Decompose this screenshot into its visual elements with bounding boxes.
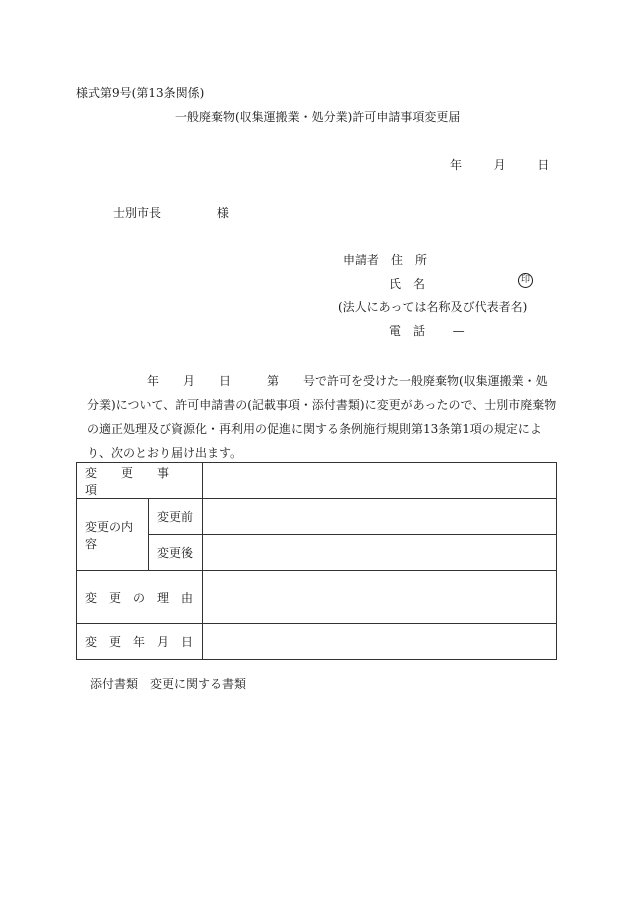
document-title: 一般廃棄物(収集運搬業・処分業)許可申請事項変更届 (175, 110, 461, 124)
body-rest: 業)について、許可申請書の(記載事項・添付書類)に変更があったので、士別市廃棄物の適正処理及び資源化・再利用の促進に関する条例施行規則第13条第1項の規定により、次のとおり届け出ます。 (87, 398, 557, 460)
label-after: 変更後 (149, 535, 203, 571)
phone-label (389, 322, 465, 339)
label-change-contents: 変更の内容 (77, 499, 149, 571)
corporation-note: (法人にあっては名称及び代表者名) (338, 300, 528, 314)
row-reason (77, 571, 557, 624)
attachments-note: 添付書類 変更に関する書類 (90, 677, 247, 691)
change-table (76, 462, 557, 660)
applicant-address-label: 申請者 住 所 (343, 253, 428, 267)
date-year: 年 (450, 158, 463, 172)
date-month: 月 (493, 158, 506, 172)
label-change-date: 変 更 年 月 日 (77, 624, 203, 660)
body-text (87, 369, 557, 465)
applicant-name-label: 氏 名 (389, 277, 426, 291)
row-change-date (77, 624, 557, 660)
addressee (113, 204, 229, 221)
row-before (77, 499, 557, 535)
label-change-matters: 変 更 事 項 (77, 463, 203, 499)
phone-label-text: 電 話 (389, 324, 426, 338)
addressee-honorific: 様 (216, 206, 229, 220)
body-date-part: 年 月 日 第 号で許可を受けた一般廃棄物(収集運搬業・処分 (87, 374, 548, 412)
value-after[interactable] (203, 535, 557, 571)
label-reason: 変 更 の 理 由 (77, 571, 203, 624)
phone-dash: — (452, 324, 465, 338)
value-change-matters[interactable] (203, 463, 557, 499)
value-reason[interactable] (203, 571, 557, 624)
seal-mark: 印 (518, 273, 533, 288)
addressee-name: 士別市長 (113, 206, 162, 220)
value-before[interactable] (203, 499, 557, 535)
row-after (77, 535, 557, 571)
submission-date (450, 156, 549, 173)
label-before: 変更前 (149, 499, 203, 535)
form-number: 様式第9号(第13条関係) (76, 86, 205, 100)
date-day: 日 (537, 158, 550, 172)
value-change-date[interactable] (203, 624, 557, 660)
row-change-matters (77, 463, 557, 499)
